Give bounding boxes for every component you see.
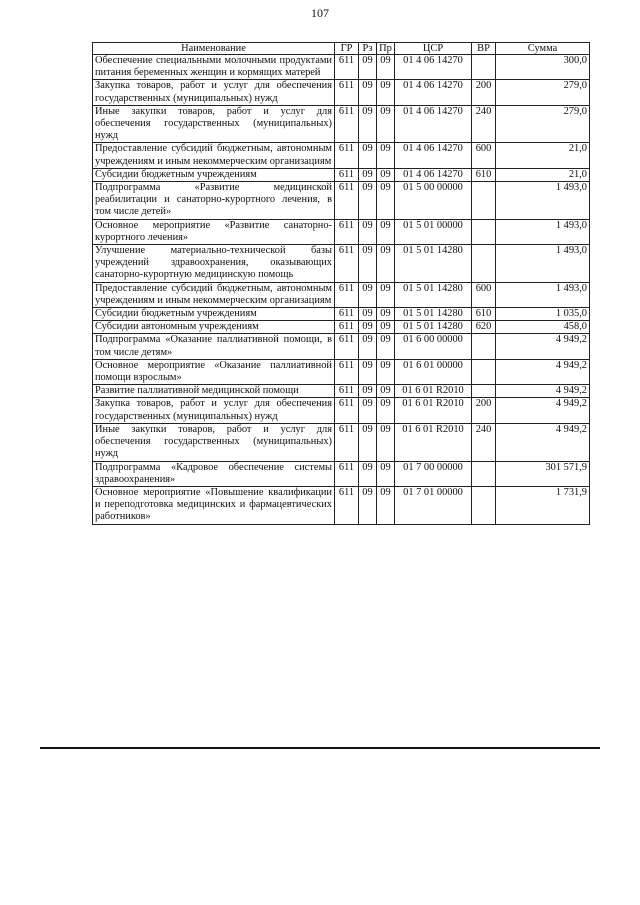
row-sum: 301 571,9 xyxy=(496,461,590,486)
row-vr: 620 xyxy=(472,321,496,334)
header-gr: ГР xyxy=(335,43,359,55)
budget-table xyxy=(92,42,590,525)
row-sum: 300,0 xyxy=(496,55,590,80)
table-header-row xyxy=(93,43,590,55)
row-gr: 611 xyxy=(335,55,359,80)
row-vr: 240 xyxy=(472,423,496,461)
row-sum: 21,0 xyxy=(496,168,590,181)
row-name: Основное мероприятие «Оказание паллиативной помощи взрослым» xyxy=(93,359,335,384)
row-rz: 09 xyxy=(359,55,377,80)
row-pr: 09 xyxy=(377,321,395,334)
row-gr: 611 xyxy=(335,359,359,384)
row-sum: 1 035,0 xyxy=(496,308,590,321)
row-csr: 01 4 06 14270 xyxy=(395,80,472,105)
table-row xyxy=(93,55,590,80)
row-pr: 09 xyxy=(377,359,395,384)
table-row xyxy=(93,245,590,283)
row-vr xyxy=(472,334,496,359)
row-csr: 01 6 01 R2010 xyxy=(395,398,472,423)
row-sum: 1 493,0 xyxy=(496,182,590,220)
header-sum: Сумма xyxy=(496,43,590,55)
row-pr: 09 xyxy=(377,486,395,524)
row-vr xyxy=(472,359,496,384)
row-gr: 611 xyxy=(335,461,359,486)
table-row xyxy=(93,461,590,486)
row-name: Субсидии бюджетным учреждениям xyxy=(93,308,335,321)
row-pr: 09 xyxy=(377,385,395,398)
row-name: Предоставление субсидий бюджетным, автономным учреждениям и иным некоммерческим организациям xyxy=(93,282,335,307)
row-csr: 01 5 01 14280 xyxy=(395,282,472,307)
row-rz: 09 xyxy=(359,245,377,283)
row-rz: 09 xyxy=(359,321,377,334)
row-rz: 09 xyxy=(359,334,377,359)
row-sum: 1 493,0 xyxy=(496,245,590,283)
row-gr: 611 xyxy=(335,168,359,181)
row-csr: 01 5 01 00000 xyxy=(395,219,472,244)
row-pr: 09 xyxy=(377,461,395,486)
header-name: Наименование xyxy=(93,43,335,55)
row-rz: 09 xyxy=(359,398,377,423)
row-csr: 01 4 06 14270 xyxy=(395,143,472,168)
row-sum: 4 949,2 xyxy=(496,334,590,359)
row-rz: 09 xyxy=(359,359,377,384)
row-vr: 610 xyxy=(472,308,496,321)
row-vr: 200 xyxy=(472,80,496,105)
row-name: Обеспечение специальными молочными продуктами питания беременных женщин и кормящих матерей xyxy=(93,55,335,80)
row-pr: 09 xyxy=(377,182,395,220)
table-row xyxy=(93,105,590,143)
row-vr: 240 xyxy=(472,105,496,143)
row-csr: 01 6 01 R2010 xyxy=(395,423,472,461)
row-name: Подпрограмма «Оказание паллиативной помощи, в том числе детям» xyxy=(93,334,335,359)
row-vr: 600 xyxy=(472,143,496,168)
table-row xyxy=(93,423,590,461)
row-rz: 09 xyxy=(359,143,377,168)
row-pr: 09 xyxy=(377,143,395,168)
row-vr xyxy=(472,182,496,220)
row-pr: 09 xyxy=(377,219,395,244)
table-row xyxy=(93,385,590,398)
table-row xyxy=(93,168,590,181)
row-vr xyxy=(472,461,496,486)
row-gr: 611 xyxy=(335,486,359,524)
row-csr: 01 5 01 14280 xyxy=(395,245,472,283)
row-sum: 279,0 xyxy=(496,80,590,105)
row-csr: 01 5 00 00000 xyxy=(395,182,472,220)
row-pr: 09 xyxy=(377,55,395,80)
table-row xyxy=(93,143,590,168)
row-gr: 611 xyxy=(335,385,359,398)
row-csr: 01 5 01 14280 xyxy=(395,308,472,321)
row-sum: 1 493,0 xyxy=(496,282,590,307)
row-gr: 611 xyxy=(335,308,359,321)
row-name: Предоставление субсидий бюджетным, автономным учреждениям и иным некоммерческим организациям xyxy=(93,143,335,168)
row-name: Развитие паллиативной медицинской помощи xyxy=(93,385,335,398)
row-pr: 09 xyxy=(377,423,395,461)
row-pr: 09 xyxy=(377,105,395,143)
row-vr: 200 xyxy=(472,398,496,423)
row-pr: 09 xyxy=(377,334,395,359)
row-gr: 611 xyxy=(335,80,359,105)
row-pr: 09 xyxy=(377,168,395,181)
row-csr: 01 7 01 00000 xyxy=(395,486,472,524)
table-row xyxy=(93,334,590,359)
row-name: Иные закупки товаров, работ и услуг для обеспечения государственных (муниципальных) нужд xyxy=(93,105,335,143)
row-rz: 09 xyxy=(359,80,377,105)
table-row xyxy=(93,219,590,244)
row-sum: 279,0 xyxy=(496,105,590,143)
row-gr: 611 xyxy=(335,423,359,461)
row-rz: 09 xyxy=(359,385,377,398)
row-name: Подпрограмма «Кадровое обеспечение системы здравоохранения» xyxy=(93,461,335,486)
row-sum: 4 949,2 xyxy=(496,398,590,423)
row-rz: 09 xyxy=(359,423,377,461)
row-name: Закупка товаров, работ и услуг для обеспечения государственных (муниципальных) нужд xyxy=(93,80,335,105)
row-vr xyxy=(472,385,496,398)
footer-divider xyxy=(40,747,600,749)
row-gr: 611 xyxy=(335,398,359,423)
row-name: Улучшение материально-технической базы учреждений здравоохранения, оказывающих санаторно-курортную медицинскую помощь xyxy=(93,245,335,283)
table-row xyxy=(93,359,590,384)
header-rz: Рз xyxy=(359,43,377,55)
row-rz: 09 xyxy=(359,105,377,143)
row-sum: 4 949,2 xyxy=(496,359,590,384)
table-row xyxy=(93,182,590,220)
row-gr: 611 xyxy=(335,182,359,220)
row-pr: 09 xyxy=(377,282,395,307)
row-rz: 09 xyxy=(359,182,377,220)
row-gr: 611 xyxy=(335,282,359,307)
row-csr: 01 7 00 00000 xyxy=(395,461,472,486)
row-rz: 09 xyxy=(359,461,377,486)
table-row xyxy=(93,80,590,105)
row-name: Основное мероприятие «Повышение квалификации и переподготовка медицинских и фармацевтических работников» xyxy=(93,486,335,524)
row-csr: 01 6 00 00000 xyxy=(395,334,472,359)
row-pr: 09 xyxy=(377,80,395,105)
header-csr: ЦСР xyxy=(395,43,472,55)
row-sum: 4 949,2 xyxy=(496,385,590,398)
row-sum: 21,0 xyxy=(496,143,590,168)
row-sum: 1 731,9 xyxy=(496,486,590,524)
row-vr xyxy=(472,486,496,524)
row-gr: 611 xyxy=(335,143,359,168)
row-name: Субсидии автономным учреждениям xyxy=(93,321,335,334)
row-pr: 09 xyxy=(377,308,395,321)
row-gr: 611 xyxy=(335,245,359,283)
row-rz: 09 xyxy=(359,282,377,307)
row-csr: 01 4 06 14270 xyxy=(395,168,472,181)
row-vr xyxy=(472,55,496,80)
row-vr xyxy=(472,219,496,244)
row-pr: 09 xyxy=(377,245,395,283)
table-row xyxy=(93,486,590,524)
row-pr: 09 xyxy=(377,398,395,423)
row-name: Субсидии бюджетным учреждениям xyxy=(93,168,335,181)
row-name: Подпрограмма «Развитие медицинской реабилитации и санаторно-курортного лечения, в том числе детей» xyxy=(93,182,335,220)
row-rz: 09 xyxy=(359,486,377,524)
row-gr: 611 xyxy=(335,321,359,334)
row-csr: 01 4 06 14270 xyxy=(395,105,472,143)
page-number: 107 xyxy=(311,6,329,20)
row-gr: 611 xyxy=(335,105,359,143)
row-rz: 09 xyxy=(359,308,377,321)
row-sum: 458,0 xyxy=(496,321,590,334)
header-pr: Пр xyxy=(377,43,395,55)
row-csr: 01 6 01 00000 xyxy=(395,359,472,384)
table-row xyxy=(93,308,590,321)
row-sum: 1 493,0 xyxy=(496,219,590,244)
row-csr: 01 4 06 14270 xyxy=(395,55,472,80)
row-name: Иные закупки товаров, работ и услуг для обеспечения государственных (муниципальных) нужд xyxy=(93,423,335,461)
row-vr: 600 xyxy=(472,282,496,307)
row-rz: 09 xyxy=(359,168,377,181)
row-name: Закупка товаров, работ и услуг для обеспечения государственных (муниципальных) нужд xyxy=(93,398,335,423)
row-rz: 09 xyxy=(359,219,377,244)
row-csr: 01 6 01 R2010 xyxy=(395,385,472,398)
row-vr: 610 xyxy=(472,168,496,181)
row-gr: 611 xyxy=(335,334,359,359)
table-row xyxy=(93,321,590,334)
row-gr: 611 xyxy=(335,219,359,244)
row-name: Основное мероприятие «Развитие санаторно-курортного лечения» xyxy=(93,219,335,244)
table-row xyxy=(93,398,590,423)
row-csr: 01 5 01 14280 xyxy=(395,321,472,334)
table-row xyxy=(93,282,590,307)
header-vr: ВР xyxy=(472,43,496,55)
row-sum: 4 949,2 xyxy=(496,423,590,461)
row-vr xyxy=(472,245,496,283)
